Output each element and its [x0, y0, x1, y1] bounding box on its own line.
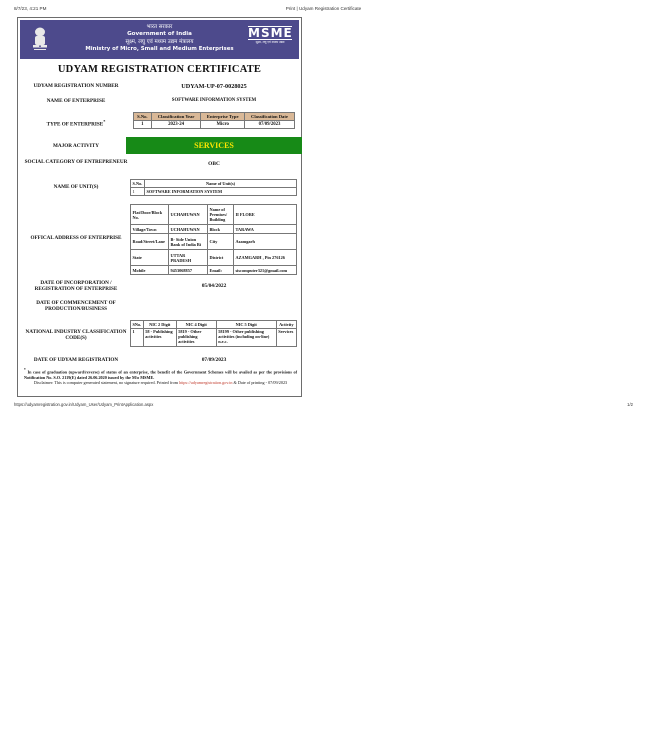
district-label: District: [208, 250, 234, 266]
premises-label: Name of Premises/ Building: [208, 205, 234, 225]
village-label: Village/Town: [131, 225, 169, 234]
graduation-note: [24, 368, 297, 380]
print-page-title: Print | Udyam Registration Certificate: [285, 6, 362, 11]
table-header-cell: Classification Year: [151, 113, 201, 121]
incorporation-date-label: DATE OF INCORPORATION / REGISTRATION OF ENTERPRISE: [34, 280, 118, 292]
national-emblem-icon: [31, 26, 49, 52]
print-page-number: 1/2: [627, 402, 633, 407]
msme-logo-subtitle: सूक्ष्म, लघु एवं मध्यम उद्यम: [255, 40, 285, 44]
udyam-certificate: [17, 17, 302, 397]
commencement-date-label: DATE OF COMMENCEMENT OF PRODUCTION/BUSINESS: [36, 300, 116, 312]
state-label: State: [131, 250, 169, 266]
unit-name-label: NAME OF UNIT(S): [53, 184, 99, 190]
msme-logo-mark: MSME: [248, 26, 293, 40]
table-cell: 1: [131, 329, 144, 347]
type-of-enterprise-label: [24, 119, 128, 128]
table-cell: 07/09/2023: [244, 121, 294, 129]
premises-value: II FLORE: [234, 205, 297, 225]
table-header-cell: Name of Unit(s): [145, 180, 297, 188]
unit-table: [130, 179, 297, 196]
city-value: Azamgarh: [234, 234, 297, 250]
table-row: [131, 250, 297, 266]
table-row: [131, 225, 297, 234]
table-cell: 1: [131, 188, 145, 196]
table-cell: Micro: [201, 121, 245, 129]
table-header-row: [131, 321, 297, 329]
banner-text: [80, 24, 239, 53]
table-header-cell: NIC 5 Digit: [216, 321, 276, 329]
print-header: [14, 6, 633, 14]
print-timestamp: 8/7/23, 4:21 PM: [14, 6, 47, 11]
note-mark: *: [24, 368, 26, 372]
disclaimer-text: Disclaimer: This is computer generated statement, no signature required. Printed from: [33, 380, 178, 385]
table-header-row: [131, 180, 297, 188]
official-address-label: OFFICAL ADDRESS OF ENTERPRISE: [30, 235, 122, 241]
table-header-cell: NIC 4 Digit: [176, 321, 216, 329]
table-cell: 58 - Publishing activities: [143, 329, 176, 347]
table-header-cell: NIC 2 Digit: [143, 321, 176, 329]
disclaimer-link[interactable]: https://udyamregistration.gov.in: [179, 380, 233, 385]
udyam-registration-date: 07/09/2023: [201, 357, 227, 363]
table-cell: SOFTWARE INFORMATION SYSTEM: [145, 188, 297, 196]
disclaimer-suffix: & Date of printing -: [233, 380, 268, 385]
registration-number: UDYAM-UP-07-0028025: [181, 83, 247, 90]
mobile-label: Mobile: [131, 266, 169, 275]
government-banner: [20, 20, 299, 59]
disclaimer: [30, 380, 291, 385]
major-activity-value: SERVICES: [126, 137, 302, 154]
incorporation-date: 05/04/2022: [201, 283, 227, 289]
print-footer: [14, 402, 633, 410]
table-row: [131, 234, 297, 250]
table-cell: 5819 - Other publishing activities: [176, 329, 216, 347]
table-row: [131, 188, 297, 196]
email-value: siscomputer321@gmail.com: [234, 266, 297, 275]
table-header-cell: Enterprise Type: [201, 113, 245, 121]
social-category: OBC: [208, 161, 220, 167]
table-header-cell: S.No.: [131, 180, 145, 188]
nic-code-table: [130, 320, 297, 347]
udyam-registration-date-label: DATE OF UDYAM REGISTRATION: [33, 357, 119, 363]
flat-value: UCHAHUWAN: [169, 205, 208, 225]
table-cell: 58199 - Other publishing activities (including on-line) n.e.c.: [216, 329, 276, 347]
banner-ministry: Ministry of Micro, Small and Medium Enterprises: [85, 46, 234, 52]
social-category-label: SOCIAL CATEGORY OF ENTREPRENEUR: [24, 159, 128, 165]
enterprise-type-table: [133, 112, 295, 129]
block-label: Block: [208, 225, 234, 234]
table-row: [131, 329, 297, 347]
state-value: UTTAR PRADESH: [169, 250, 208, 266]
table-row: [131, 266, 297, 275]
enterprise-name-label: NAME OF ENTERPRISE: [46, 98, 106, 104]
mobile-value: 9453068857: [169, 266, 208, 275]
certificate-title: UDYAM REGISTRATION CERTIFICATE: [57, 64, 262, 75]
table-row: [131, 205, 297, 225]
district-value: AZAMGARH , Pin 276126: [234, 250, 297, 266]
address-table: [130, 204, 297, 275]
table-header-cell: SNo.: [132, 322, 142, 327]
registration-number-label: UDYAM REGISTRATION NUMBER: [33, 83, 119, 89]
print-url: https://udyamregistration.gov.in/Udyam_User/Udyam_PrintApplication.aspx: [14, 402, 154, 407]
village-value: UCHAHUWAN: [169, 225, 208, 234]
table-cell: 2023-24: [151, 121, 201, 129]
email-label: Email:: [208, 266, 234, 275]
table-cell: 1: [134, 121, 152, 129]
table-header-cell: Activity: [276, 321, 296, 329]
road-value: B- Side Union Bank of India Bi: [169, 234, 208, 250]
nic-code-label: NATIONAL INDUSTRY CLASSIFICATION CODE(S): [25, 329, 127, 341]
table-header-cell: Classification Date: [244, 113, 294, 121]
banner-hindi-ministry: सूक्ष्म, लघु एवं मध्यम उद्यम मंत्रालय: [125, 39, 194, 45]
table-cell: Services: [276, 329, 296, 347]
flat-label: Flat/Door/Block No.: [131, 205, 169, 225]
major-activity-label: MAJOR ACTIVITY: [53, 143, 99, 149]
msme-logo: [248, 26, 292, 45]
banner-government: Government of India: [127, 31, 192, 37]
enterprise-name: SOFTWARE INFORMATION SYSTEM: [171, 98, 257, 103]
city-label: City: [208, 234, 234, 250]
banner-hindi-government: भारत सरकार: [146, 24, 173, 30]
print-date: 07/09/2023: [268, 380, 288, 385]
table-header-row: [134, 113, 295, 121]
type-label-mark: *: [103, 119, 106, 124]
road-label: Road/Street/Lane: [131, 234, 169, 250]
table-header-cell: S.No.: [134, 113, 152, 121]
table-row: [134, 121, 295, 129]
type-label-text: TYPE OF ENTERPRISE: [46, 121, 104, 128]
block-value: TARAWA: [234, 225, 297, 234]
note-text: In case of graduation (upward/reverse) of status of an enterprise, the benefit of the Government Schemes will be availed as per the provisions of Notification No. S.O. 2119(E) dated 26.06.2020 issued by the M/o MSME.: [24, 369, 298, 380]
